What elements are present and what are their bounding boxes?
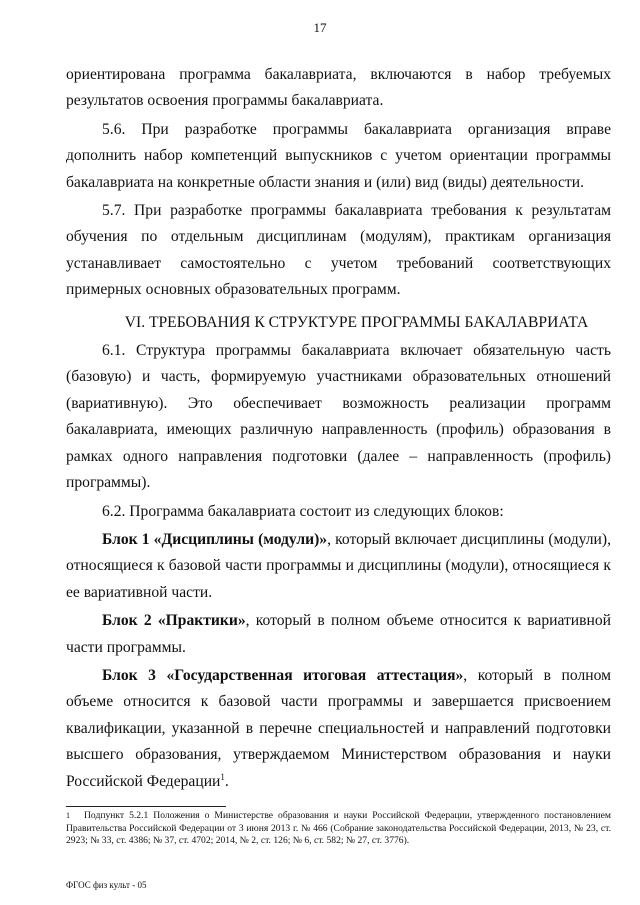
block-3-end: . bbox=[224, 772, 229, 790]
paragraph-block-2 bbox=[66, 608, 611, 661]
block-1-title: Блок 1 «Дисциплины (модули)» bbox=[102, 530, 328, 548]
block-3-text: , который в полном объеме относится к базовой части программы и завершается присвоением квалификации, указанной в перечне специальностей и направлений подготовки высшего образования, утверждаемом Министерством образования и науки Российской Федерации bbox=[66, 666, 611, 790]
paragraph-5-6: 5.6. При разработке программы бакалавриата организация вправе дополнить набор компетенций выпускников с учетом ориентации программы бакалавриата на конкретные области знания и (или) вид (виды) деятельности. bbox=[66, 120, 611, 191]
paragraph-6-1: 6.1. Структура программы бакалавриата включает обязательную часть (базовую) и часть, формируемую участниками образовательных отношений (вариативную). Это обеспечивает возможность реализации программ бакалавриата, имеющих различную направленность (профиль) образования в рамках одного направления подготовки (далее – направленность (профиль) программы). bbox=[66, 342, 611, 492]
paragraph-block-3 bbox=[66, 663, 611, 795]
footnote-mark: 1 bbox=[66, 811, 70, 820]
paragraph-5-7: 5.7. При разработке программы бакалавриата требования к результатам обучения по отдельным дисциплинам (модулям), практикам организация устанавливает самостоятельно с учетом требований соответствующих примерных основных образовательных программ. bbox=[66, 202, 611, 299]
block-2-title: Блок 2 «Практики» bbox=[102, 612, 246, 630]
section-heading: VI. ТРЕБОВАНИЯ К СТРУКТУРЕ ПРОГРАММЫ БАКАЛАВРИАТА bbox=[124, 313, 589, 331]
block-1-text: , который включает дисциплины (модули), относящиеся к базовой части программы и дисциплины (модули), относящиеся к ее вариативной части. bbox=[66, 530, 611, 601]
footnote-reference[interactable]: 1 bbox=[220, 771, 225, 782]
footnote-divider bbox=[66, 806, 226, 807]
footnote-text: Подпункт 5.2.1 Положения о Министерстве образования и науки Российской Федерации, утвержденного постановлением Правительства Российской Федерации от 3 июня 2013 г. № 466 (Собрание законодательства Российской Федерации, 2013, № 23, ст. 2923; № 33, ст. 4386; № 37, ст. 4702; 2014, № 2, ст. 126; № 6, ст. 582; № 27, ст. 3776). bbox=[66, 810, 611, 846]
page-number: 17 bbox=[313, 20, 327, 35]
page-footer: ФГОС физ культ - 05 bbox=[66, 880, 147, 890]
page-body bbox=[66, 62, 611, 797]
paragraph-block-1 bbox=[66, 527, 611, 606]
block-3-title: Блок 3 «Государственная итоговая аттестация» bbox=[102, 666, 464, 684]
footnote bbox=[66, 810, 611, 848]
block-2-text: , который в полном объеме относится к вариативной части программы. bbox=[66, 612, 611, 656]
paragraph-continuation: ориентирована программа бакалавриата, включаются в набор требуемых результатов освоения программы бакалавриата. bbox=[66, 66, 611, 110]
paragraph-6-2: 6.2. Программа бакалавриата состоит из следующих блоков: bbox=[102, 502, 504, 520]
